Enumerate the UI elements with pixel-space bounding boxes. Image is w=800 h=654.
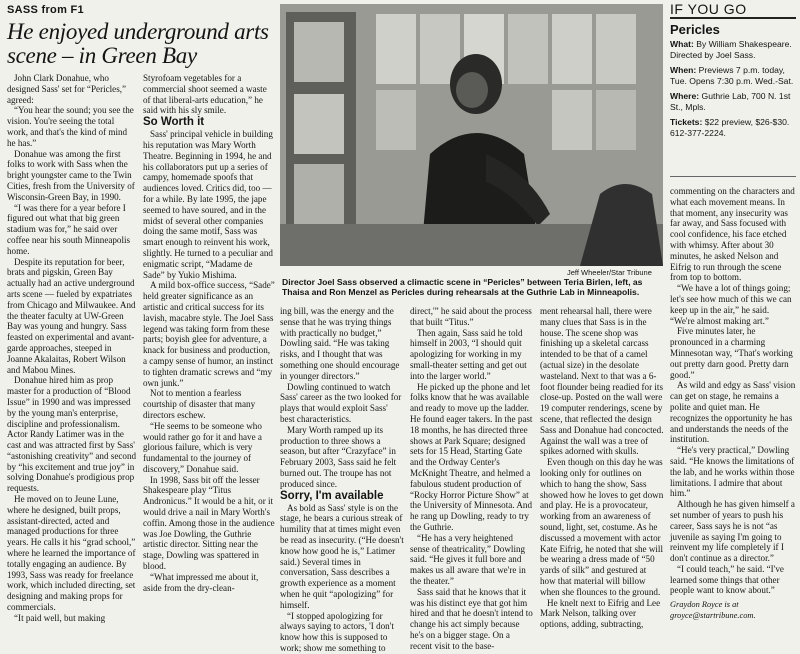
tickets-value: $22 preview, $26-$30. 612-377-2224. — [670, 117, 790, 138]
column-3 — [280, 306, 404, 654]
subhead-so-worth-it: So Worth it — [143, 116, 205, 129]
where-value: Guthrie Lab, 700 N. 1st St., Mpls. — [670, 91, 791, 112]
paragraph: Donahue was among the first folks to work with Sass when the bright youngster came to the Twin Cities, fresh from the University of Wisconsin-Green Bay, in 1990. — [7, 148, 135, 202]
paragraph: “I stopped apologizing for always saying to actors, 'I don't know how this is supposed to work; show me something to — [280, 610, 394, 653]
headline: He enjoyed underground arts scene – in Green Bay — [7, 19, 269, 68]
paragraph: Then again, Sass said he told himself in 2003, “I should quit apologizing for working in my small-theater setting and get out into the larger world.” — [410, 327, 527, 381]
paragraph: “We have a lot of things going; let's see how much of this we can keep up in the air,” he said. “We're almost making art.” — [670, 283, 792, 326]
if-you-go-divider — [670, 176, 796, 177]
column-6 — [670, 186, 796, 622]
paragraph: direct,'” he said about the process that built “Titus.” — [410, 306, 532, 327]
where-line — [670, 91, 796, 112]
paragraph: ing bill, was the energy and the sense that he was trying things with practically no budget,” Dowling said. “He was taking risks, and I thought that was something one should encourage in younger directors.” — [280, 306, 400, 381]
column-5 — [540, 306, 664, 630]
photo-credit: Jeff Wheeler/Star Tribune — [567, 268, 652, 277]
paragraph: A mild box-office success, “Sade” held greater significance as an artistic and critical success for its lavish, macabre style. The Joel Sass legend was taking form from these parts; boyish glee for adventure, a knack for business and production, a campy sense of humor, an instinct to tighten dramatic screws and “my own junk.” — [143, 280, 275, 388]
show-title: Pericles — [670, 21, 720, 37]
column-1 — [7, 73, 137, 624]
if-you-go-label: IF YOU GO — [670, 4, 796, 19]
photo-caption: Director Joel Sass observed a climactic scene in “Pericles” between Teria Birlen, left, as Thaisa and Ron Menzel as Pericles during rehearsals at the Guthrie Lab in Minneapolis. — [282, 277, 643, 297]
paragraph: ment rehearsal hall, there were many clues that Sass is in the house. The scene shop was finishing up a skeletal carcass intended to be that of a camel (actual size) in the desolate wasteland. Next to that was a 6-foot flounder being readied for its close-up. Posted on the wall were 19 computer renderings, scene by scene, that reflected the design Sass and Donahue had concocted. Against the wall was a tree of spikes adorned with skulls. — [540, 306, 664, 457]
kicker: SASS from F1 — [7, 4, 84, 16]
tickets-line — [670, 117, 796, 138]
paragraph: “It paid well, but making — [14, 612, 106, 623]
column-4 — [410, 306, 534, 652]
paragraph: “He has a very heightened sense of theatricality,” Dowling said. “He gives it full bore and makes us all aware that we're in the theater.” — [410, 532, 526, 586]
subhead-sorry-im-available: Sorry, I'm available — [280, 489, 384, 502]
paragraph: Although he has given himself a set number of years to push his career, Sass says he is not “as juvenile as saying I'm going to reinvent my life completely if I don't continue as a director.” — [670, 499, 795, 564]
column-2 — [143, 73, 275, 593]
paragraph: Mary Worth ramped up its production to three shows a season, but after “Crazyface” in February 2003, Sass said he felt burned out. The troupe has not produced since. — [280, 424, 397, 489]
paragraph: “What impressed me about it, aside from the dry-clean- — [143, 571, 259, 593]
paragraph: “He's very practical,” Dowling said. “He knows the limitations of the lab, and he works within those limitations. I admire that about him.” — [670, 445, 795, 499]
paragraph: As wild and edgy as Sass' vision can get on stage, he remains a polite and quiet man. He recognizes the opportunity he has and understands the needs of the institution. — [670, 380, 796, 445]
paragraph: Styrofoam vegetables for a commercial shoot seemed a waste of that liberal-arts education,” he said with his sly smile. — [143, 73, 267, 116]
paragraph: He moved on to Jeune Lune, where he designed, built props, assistant-directed, acted and managed productions for three years. He calls it his “grad school,” where he learned the importance of totally engaging an audience. By 1993, Sass was ready for freelance work, which included directing, set designing and making props for commercials. — [7, 494, 136, 613]
paragraph: Even though on this day he was looking only for outlines on which to hang the show, Sass showed how he loves to get down and play. He is a provocateur, working from an awareness of sound, light, set, costume. As he discussed a movement with actor Kate Eifrig, he noted that she will be wearing a dress made of “50 yards of silk” and gestured at how that material will billow when she flounces to the ground. — [540, 457, 664, 597]
paragraph: He knelt next to Eifrig and Lee Mark Nelson, talking over options, adding, subtracting, — [540, 597, 661, 630]
paragraph: commenting on the characters and what each movement means. In that moment, any insecurity was far away, and Sass focused with cool confidence, his face etched with whimsy. After about 30 minutes, he asked Nelson and Eifrig to run through the scene from top to bottom. — [670, 186, 795, 283]
paragraph: Dowling continued to watch Sass' career as the two looked for plays that would exploit Sass' best characteristics. — [280, 381, 402, 424]
paragraph: “I could teach,” he said. “I've learned some things that other people want to know about.” — [670, 563, 784, 596]
paragraph: As bold as Sass' style is on the stage, he bears a curious streak of humility that at times might even be read as insecurity. (“He doesn't know how good he is,” Latimer said.) Several times in conversation, Sass describes a growth experience as a moment when he quit “apologizing” for himself. — [280, 502, 404, 610]
paragraph: In 1998, Sass bit off the lesser Shakespeare play “Titus Andronicus.” It would be a hit, or it would drive a nail in Mary Worth's coffin. Among those in the audience was Joe Dowling, the Guthrie artistic director. Sitting near the stage, Dowling was spattered in blood. — [143, 474, 275, 572]
tickets-label: Tickets: — [670, 117, 703, 127]
paragraph: “He seems to be someone who would rather go for it and have a glorious failure, which is very fundamental to the journey of discovery,” Donahue said. — [143, 420, 262, 474]
paragraph: John Clark Donahue, who designed Sass' set for “Pericles,” agreed: — [7, 73, 127, 105]
what-line — [670, 39, 796, 60]
paragraph: Sass said that he knows that it was his distinct eye that got him hired and that he doesn't intend to change his act simply because he's on a bigger stage. On a recent visit to the base- — [410, 586, 533, 651]
paragraph: Donahue hired him as prop master for a production of “Blood Issue” in 1990 and was impressed by the young man's enterprise, discipline and professionalism. Actor Randy Latimer was in the cast and was attracted first by Sass' “astonishing creativity” and second by “his excitement and true joy” in solving Donahue's prodigious prop requests. — [7, 375, 137, 494]
rehearsal-photo — [280, 4, 663, 266]
paragraph: Despite its reputation for beer, brats and pigskin, Green Bay actually had an active underground arts scene — fueled by expatriates from Chicago and Milwaukee. And the theater faculty at UW-Green Bay was young and hungry. Sass feasted on experimental and avant-garde approaches, steeped in Joanne Akalaitas, Robert Wilson and Mabou Mines. — [7, 256, 136, 375]
what-value: By William Shakespeare. Directed by Joel Sass. — [670, 39, 792, 60]
what-label: What: — [670, 39, 694, 49]
paragraph: Not to mention a fearless courtship of disaster that many directors eschew. — [143, 388, 256, 420]
paragraph: “You hear the sound; you see the vision. You're seeing the total work, and that's the kind of mind he has.” — [7, 105, 134, 148]
paragraph: Sass' principal vehicle in building his reputation was Mary Worth Theatre. Beginning in 1994, he and his collaborators put up a series of campy, homemade spoofs that audiences loved. Critics did, too — for a while. By late 1995, the jape seemed to have soured, and in the midst of several other companies doing the same motif, Sass was smart enough to reinvent his work, slightly. He turned to a peculiar and enigmatic script, “Madame de Sade” by Yukio Mishima. — [143, 129, 273, 280]
paragraph: Five minutes later, he pronounced in a charming Minnesotan way, “That's working out pretty darn good. Pretty darn good.” — [670, 326, 793, 380]
when-value: Previews 7 p.m. today, Tue. Opens 7:30 p.m. Wed.-Sat. — [670, 65, 794, 86]
when-label: When: — [670, 65, 697, 75]
when-line — [670, 65, 796, 86]
if-you-go-box — [670, 1, 796, 172]
paragraph: He picked up the phone and let folks know that he was available and ready to move up the ladder. He found eager takers. In the past 18 months, he has directed three shows at Park Square; designed sets for 15 Head, Starting Gate and the Ordway Center's McKnight Theatre, and helmed a fabulous student production of “Rocky Horror Picture Show” at the University of Minnesota. And he rang up Dowling, ready to try the Guthrie. — [410, 381, 533, 532]
paragraph: “I was there for a year before I figured out what that big green stadium was for,” he said over coffee near his south Minneapolis home. — [7, 202, 131, 256]
where-label: Where: — [670, 91, 700, 101]
byline: Graydon Royce is at groyce@startribune.com. — [670, 600, 756, 621]
